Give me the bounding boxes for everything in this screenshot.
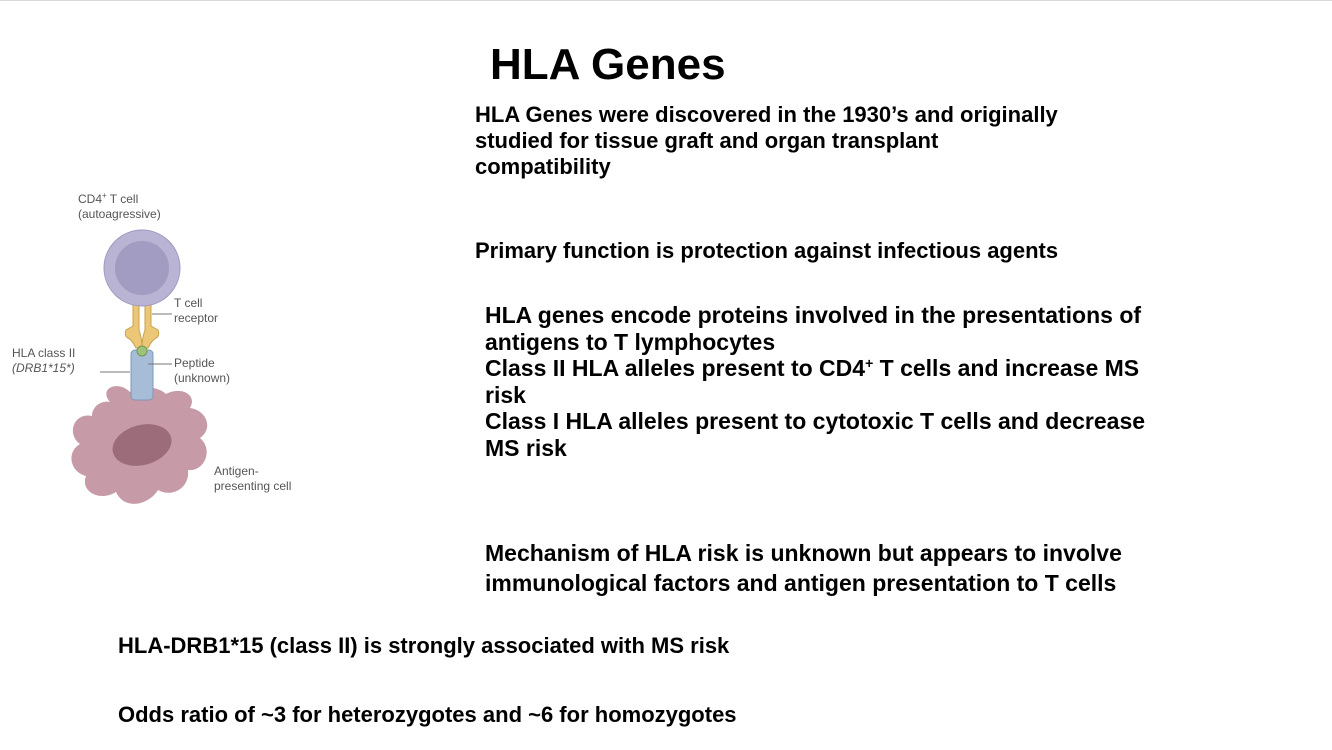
- hla-presentation-diagram: [0, 180, 360, 530]
- tcell-text: T cell: [106, 192, 139, 206]
- apc-label: [214, 464, 291, 494]
- encode-line: HLA genes encode proteins involved in the presentations of: [485, 302, 1142, 328]
- mechanism-paragraph: [485, 538, 1122, 598]
- mechanism-line: Mechanism of HLA risk is unknown but appears to involve: [485, 540, 1122, 566]
- discovery-line: compatibility: [475, 154, 611, 179]
- tcr-label-line: receptor: [174, 311, 219, 325]
- drb1-paragraph: HLA-DRB1*15 (class II) is strongly associated with MS risk: [118, 633, 730, 658]
- class2-text: Class II HLA alleles present to CD4: [485, 355, 866, 381]
- peptide-shape: [137, 346, 147, 356]
- tcr-label: [174, 296, 218, 326]
- cd4-label-line2: (autoagressive): [78, 207, 161, 221]
- class1-line: Class I HLA alleles present to cytotoxic T cells and decrease: [485, 408, 1146, 434]
- discovery-line: HLA Genes were discovered in the 1930’s and originally: [475, 102, 1058, 127]
- slide-title: HLA Genes: [490, 40, 726, 89]
- class1-line-cont: MS risk: [485, 434, 567, 461]
- class2-line: [485, 355, 1145, 382]
- cd4-label-line: [78, 192, 161, 207]
- odds-paragraph: Odds ratio of ~3 for heterozygotes and ~6 for homozygotes: [118, 702, 737, 727]
- apc-label-line: presenting cell: [214, 479, 292, 493]
- peptide-label-line: (unknown): [174, 371, 231, 385]
- encode-paragraph: [485, 302, 1145, 461]
- apc-label-line: Antigen-: [214, 464, 259, 478]
- class2-superscript: +: [865, 355, 874, 371]
- tcr-label-line: T cell: [174, 296, 203, 310]
- discovery-paragraph: [475, 102, 1058, 180]
- class2-line-cont: risk: [485, 381, 526, 408]
- hla-molecule-shape: [131, 350, 153, 400]
- cd4-text: CD4: [78, 192, 103, 206]
- discovery-line: studied for tissue graft and organ transplant: [475, 128, 939, 153]
- encode-line: antigens to T lymphocytes: [485, 328, 776, 355]
- hla-class2-label: [12, 346, 75, 376]
- peptide-label: [174, 356, 230, 386]
- peptide-label-line: Peptide: [174, 356, 215, 370]
- cd4-tcell-label: [78, 192, 161, 222]
- tcell-core-shape: [115, 241, 169, 295]
- top-border: [0, 0, 1332, 1]
- hla-label-line: (DRB1*15*): [12, 361, 75, 375]
- hla-label-line: HLA class II: [12, 346, 76, 360]
- mechanism-line: immunological factors and antigen presentation to T cells: [485, 570, 1117, 596]
- cd4-superscript: +: [102, 191, 107, 200]
- class2-text-end: T cells and increase MS: [873, 355, 1140, 381]
- function-paragraph: Primary function is protection against infectious agents: [475, 238, 1059, 263]
